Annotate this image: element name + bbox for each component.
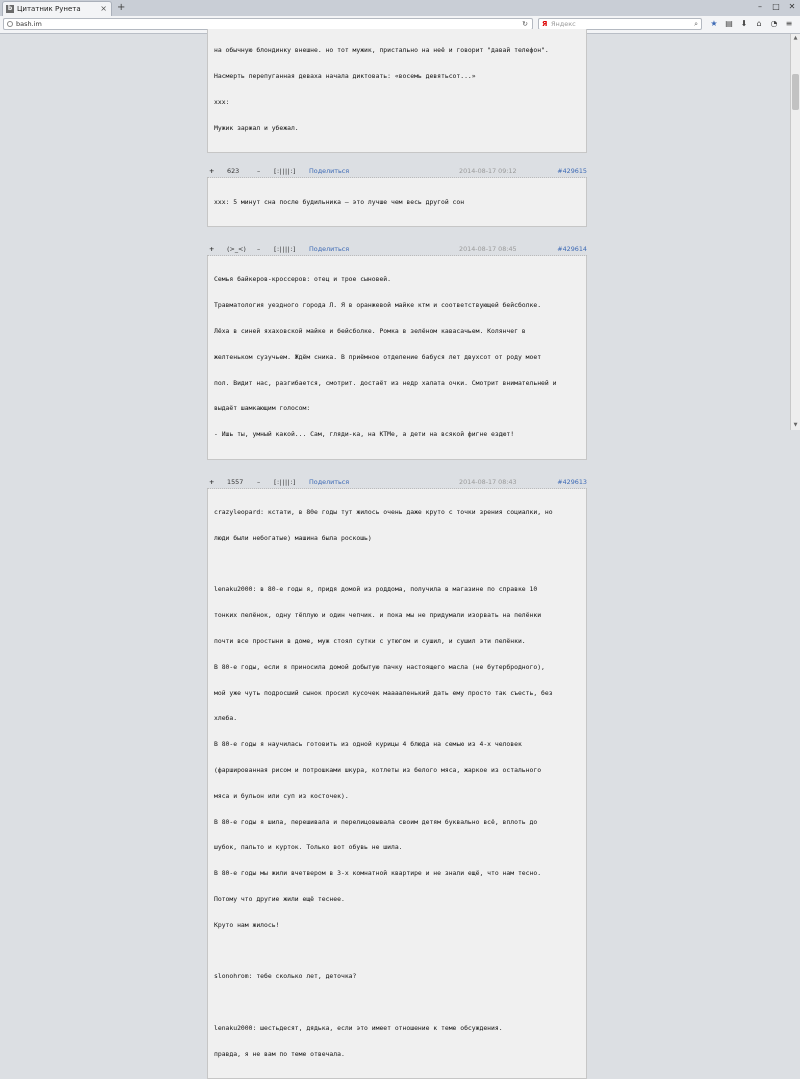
home-icon[interactable]: ⌂ bbox=[756, 19, 762, 28]
quote-line: xxx: bbox=[214, 97, 230, 106]
quote-text bbox=[207, 256, 587, 460]
quote-line: lenaku2000: в 80-е годы я, придя домой из роддома, получила в магазине по справке 10 bbox=[214, 585, 538, 594]
quote-date: 2014-08-17 09:12 bbox=[459, 167, 517, 176]
quote-line: правда, я не вам по теме отвечала. bbox=[214, 1049, 345, 1058]
close-tab-icon[interactable]: × bbox=[100, 4, 107, 13]
reload-icon[interactable]: ↻ bbox=[522, 20, 528, 28]
quote-line: тонких пелёнок, одну тёплую и один чепчик. и пока мы не придумали изорвать на пелёнки bbox=[214, 611, 542, 620]
scroll-thumb[interactable] bbox=[792, 74, 799, 110]
vote-down-button[interactable]: – bbox=[257, 477, 261, 486]
quote-line: выдаёт шамкающим голосом: bbox=[214, 404, 311, 413]
vote-up-button[interactable]: + bbox=[209, 477, 215, 486]
tab-bar bbox=[0, 0, 800, 16]
share-icon[interactable]: ◔ bbox=[770, 19, 778, 28]
maximize-icon[interactable]: □ bbox=[772, 2, 780, 11]
vote-up-button[interactable]: + bbox=[209, 245, 215, 254]
quote-line: почти все простыни в доме, муж стоял сутки с утюгом и сушил, и сушил эти пелёнки. bbox=[214, 637, 526, 646]
quote-header bbox=[207, 476, 587, 489]
quote-line: люди были небогатые) машина была роскошь) bbox=[214, 533, 372, 542]
quote-line: В 80-е годы мы жили вчетвером в 3-х комнатной квартире и не знали ещё, что нам тесно. bbox=[214, 869, 542, 878]
scroll-up-icon[interactable]: ▲ bbox=[793, 35, 798, 41]
quote-line: хлеба. bbox=[214, 714, 238, 723]
close-window-icon[interactable]: ✕ bbox=[788, 2, 796, 11]
quote-date: 2014-08-17 08:45 bbox=[459, 245, 517, 254]
menu-icon[interactable]: ≡ bbox=[785, 19, 793, 28]
download-icon[interactable]: ⬇ bbox=[740, 19, 748, 28]
url-text: bash.im bbox=[16, 20, 42, 28]
quote-header bbox=[207, 243, 587, 256]
quote-line: мой уже чуть подросший сынок просил кусочек мааааленький дать ему просто так съесть, без bbox=[214, 688, 553, 697]
vote-down-button[interactable]: – bbox=[257, 245, 261, 254]
quote-line: Круто нам жилось! bbox=[214, 920, 280, 929]
quote-id-link[interactable]: #429615 bbox=[557, 167, 587, 176]
quotes-column bbox=[207, 34, 587, 1079]
quote-line: мяса и бульон или суп из косточек). bbox=[214, 791, 349, 800]
yandex-logo-icon: Я bbox=[542, 20, 548, 28]
quote-line: lenaku2000: шестьдесят, дядька, если это имеет отношение к теме обсуждения. bbox=[214, 1023, 503, 1032]
quote-line: slonohrom: тебе сколько лет, деточка? bbox=[214, 972, 357, 981]
share-link[interactable]: Поделиться bbox=[309, 245, 350, 254]
quote-text bbox=[207, 29, 587, 153]
quote-line: шубок, пальто и курток. Только вот обувь не шила. bbox=[214, 843, 403, 852]
quote-line bbox=[214, 560, 580, 569]
tab-active[interactable] bbox=[2, 1, 112, 16]
quote-rating: 623 bbox=[227, 167, 240, 176]
bayan-button[interactable]: [:||||:] bbox=[274, 245, 296, 254]
bookmarks-icon[interactable]: ▤ bbox=[725, 19, 733, 28]
quote-line: пол. Видит нас, разгибается, смотрит. достаёт из недр халата очки. Смотрит внимательней и bbox=[214, 378, 557, 387]
quote-line bbox=[214, 998, 580, 1007]
quote-line: В 80-е годы я научилась готовить из одной курицы 4 блюда на семью из 4-х человек bbox=[214, 740, 522, 749]
quote-line: - Ишь ты, умный какой... Сам, гляди-ка, на КТМе, а дети на всякой фигне ездют! bbox=[214, 430, 515, 439]
quote-date: 2014-08-17 08:43 bbox=[459, 477, 517, 486]
search-icon[interactable]: ⌕ bbox=[694, 20, 698, 28]
scroll-down-icon[interactable]: ▼ bbox=[793, 422, 798, 428]
quote-line: crazyleopard: кстати, в 80е годы тут жилось очень даже круто с точки зрения социалки, но bbox=[214, 508, 553, 517]
quote-line: Травматология уездного города Л. Я в оранжевой майке ктм и соответствующей бейсболке. bbox=[214, 301, 542, 310]
vote-down-button[interactable]: – bbox=[257, 167, 261, 176]
bookmark-star-icon[interactable]: ★ bbox=[710, 19, 718, 28]
tab-title: Цитатник Рунета bbox=[17, 5, 81, 13]
quote-line: (фаршированная рисом и потрошками шкура, котлеты из белого мяса, жаркое из остального bbox=[214, 765, 542, 774]
quote-id-link[interactable]: #429614 bbox=[557, 245, 587, 254]
globe-icon bbox=[7, 21, 13, 27]
quote-line: В 80-е годы я шила, перешивала и перелицовывала своим детям буквально всё, вплоть до bbox=[214, 817, 538, 826]
quote-line: Насмерть перепуганная девахa начала диктовать: «восемь девятьсот...» bbox=[214, 71, 476, 80]
quote-line: Мужик заржал и убежал. bbox=[214, 123, 299, 132]
quote-line: xxx: 5 минут сна после будильника – это лучше чем весь другой сон bbox=[214, 197, 465, 206]
vote-up-button[interactable]: + bbox=[209, 167, 215, 176]
quote-header bbox=[207, 165, 587, 178]
search-placeholder: Яндекс bbox=[551, 20, 576, 28]
quote-text bbox=[207, 489, 587, 1079]
quote-line: Потому что другие жили ещё теснее. bbox=[214, 894, 345, 903]
quote-line bbox=[214, 946, 580, 955]
minimize-icon[interactable]: – bbox=[758, 2, 762, 11]
quote-line: Лёха в синей яхаховской майке и бейсболке. Ромка в зелёном кавасачьем. Колянчег в bbox=[214, 327, 526, 336]
quote-id-link[interactable]: #429613 bbox=[557, 477, 587, 486]
quote-line: В 80-е годы, если я приносила домой добытую пачку настоящего масла (не бутербродного), bbox=[214, 662, 545, 671]
bayan-button[interactable]: [:||||:] bbox=[274, 477, 296, 486]
scrollbar[interactable] bbox=[790, 34, 800, 430]
share-link[interactable]: Поделиться bbox=[309, 477, 350, 486]
share-link[interactable]: Поделиться bbox=[309, 167, 350, 176]
quote-line: на обычную блондинку внешне. но тот мужик, пристально на неё и говорит "давай телефон". bbox=[214, 46, 549, 55]
page-content bbox=[0, 34, 790, 1058]
new-tab-button[interactable]: + bbox=[117, 2, 126, 13]
quote-line: Семья байкеров-кроссеров: отец и трое сыновей. bbox=[214, 275, 391, 284]
quote-line: желтеньком сузучьем. Ждём сника. В приёмное отделение бабуся лет двухсот от роду моет bbox=[214, 352, 542, 361]
bayan-button[interactable]: [:||||:] bbox=[274, 167, 296, 176]
quote-rating: 1557 bbox=[227, 477, 244, 486]
quote-rating: (>_<) bbox=[227, 245, 246, 254]
favicon-icon: b bbox=[7, 5, 13, 12]
quote-text bbox=[207, 178, 587, 227]
